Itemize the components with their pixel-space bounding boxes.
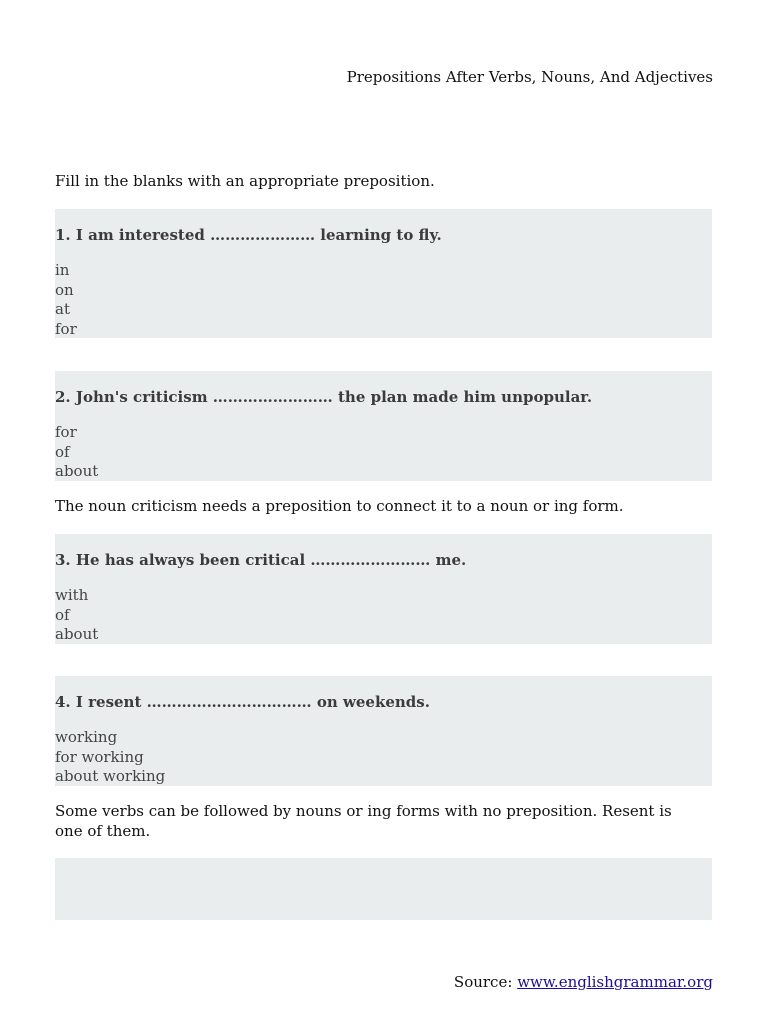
answer-option[interactable]: working [55,728,118,746]
answer-option[interactable]: about [55,462,99,481]
question-text: 3. He has always been critical …………………… me. [55,551,467,569]
answer-options [55,261,77,339]
instruction-text: Fill in the blanks with an appropriate preposition. [55,172,435,190]
question-card-3 [55,534,712,644]
answer-option[interactable]: about [55,625,99,644]
question-card-4 [55,676,712,786]
answer-option[interactable]: on [55,280,74,299]
question-text: 1. I am interested ………………… learning to fly. [55,226,442,244]
answer-explanation: The noun criticism needs a preposition to connect it to a noun or ing form. [55,497,624,515]
question-card-1 [55,209,712,338]
empty-card [55,858,712,920]
answer-option[interactable]: about working [55,767,166,786]
answer-option[interactable]: of [55,442,70,461]
answer-option[interactable]: for [55,319,77,338]
source-link[interactable]: www.englishgrammar.org [517,973,713,991]
answer-option[interactable]: for [55,423,77,441]
page-title: Prepositions After Verbs, Nouns, And Adjectives [346,68,713,86]
question-text: 2. John's criticism …………………… the plan made him unpopular. [55,388,593,406]
answer-option[interactable]: of [55,605,70,624]
question-text: 4. I resent …………………………… on weekends. [55,693,430,711]
answer-option[interactable]: at [55,300,70,319]
question-card-2 [55,371,712,481]
answer-options [55,423,98,482]
answer-option[interactable]: in [55,261,70,279]
source-credit [454,973,713,991]
source-label: Source: [453,973,513,991]
answer-options [55,586,98,645]
answer-explanation: Some verbs can be followed by nouns or ing forms with no preposition. Resent is one of them. [55,802,672,840]
answer-option[interactable]: with [55,586,89,604]
answer-options [55,728,165,787]
answer-option[interactable]: for working [55,747,144,766]
